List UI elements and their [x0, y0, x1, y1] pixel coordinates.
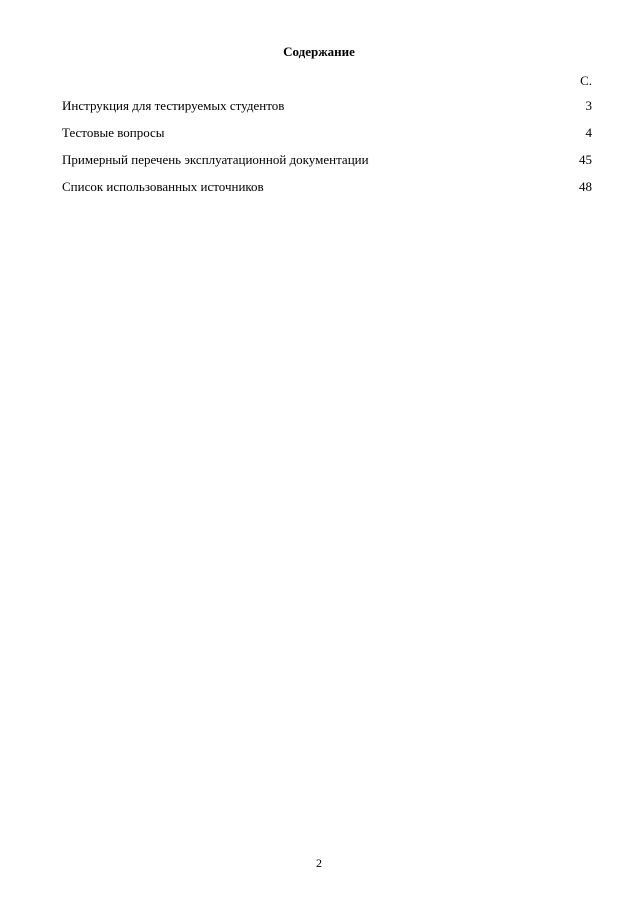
page-column-label: С. — [580, 73, 592, 88]
toc-entry-page: 48 — [579, 179, 592, 194]
toc-entry[interactable] — [62, 179, 592, 206]
toc-entry-title: Примерный перечень эксплуатационной документации — [62, 152, 369, 167]
toc-entry-page: 3 — [585, 98, 592, 113]
toc-entry-page: 4 — [585, 125, 592, 140]
page-title: Содержание — [283, 44, 355, 59]
page-number: 2 — [316, 856, 322, 870]
toc-entry[interactable] — [62, 98, 592, 125]
toc-entry-title: Тестовые вопросы — [62, 125, 165, 140]
toc-entry-title: Список использованных источников — [62, 179, 264, 194]
table-of-contents — [62, 98, 592, 206]
toc-entry-title: Инструкция для тестируемых студентов — [62, 98, 285, 113]
toc-entry[interactable] — [62, 152, 592, 179]
toc-entry[interactable] — [62, 125, 592, 152]
toc-entry-page: 45 — [579, 152, 592, 167]
